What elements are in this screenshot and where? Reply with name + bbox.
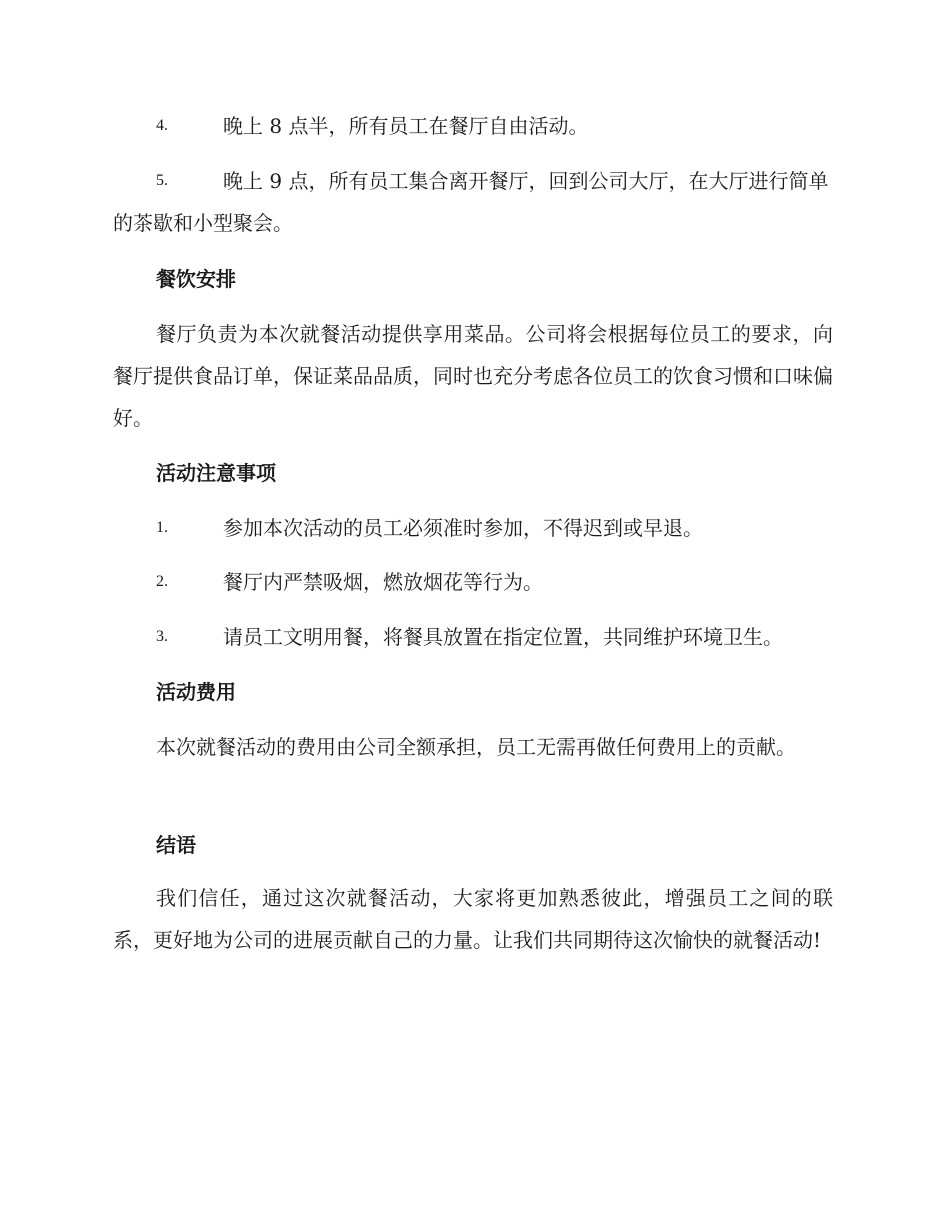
section-heading-cost: 活动费用 — [156, 680, 236, 704]
list-number: 4. — [156, 117, 168, 134]
section-heading-catering: 餐饮安排 — [156, 267, 236, 291]
list-number: 3. — [156, 628, 168, 645]
list-item — [113, 561, 833, 603]
list-item — [113, 105, 833, 147]
list-item — [113, 160, 833, 244]
list-text: 参加本次活动的员工必须准时参加，不得迟到或早退。 — [223, 516, 703, 540]
list-number: 5. — [156, 172, 168, 189]
list-number: 2. — [156, 573, 168, 590]
conclusion-paragraph: 我们信任，通过这次就餐活动，大家将更加熟悉彼此，增强员工之间的联系，更好地为公司的进展贡献自己的力量。让我们共同期待这次愉快的就餐活动! — [113, 886, 833, 952]
list-number: 1. — [156, 519, 168, 536]
list-item — [113, 507, 833, 549]
list-text: 请员工文明用餐，将餐具放置在指定位置，共同维护环境卫生。 — [223, 625, 783, 649]
list-text: 餐厅内严禁吸烟，燃放烟花等行为。 — [223, 570, 543, 594]
catering-paragraph: 餐厅负责为本次就餐活动提供享用菜品。公司将会根据每位员工的要求，向餐厅提供食品订单，保证菜品品质，同时也充分考虑各位员工的饮食习惯和口味偏好。 — [113, 322, 833, 430]
cost-paragraph: 本次就餐活动的费用由公司全额承担，员工无需再做任何费用上的贡献。 — [156, 735, 796, 759]
list-text: 晚上 9 点，所有员工集合离开餐厅，回到公司大厅，在大厅进行简单的茶歇和小型聚会。 — [113, 169, 829, 235]
section-heading-conclusion: 结语 — [156, 833, 196, 857]
list-text: 晚上 8 点半，所有员工在餐厅自由活动。 — [223, 114, 589, 138]
list-item — [113, 616, 833, 658]
section-heading-notes: 活动注意事项 — [156, 461, 276, 485]
